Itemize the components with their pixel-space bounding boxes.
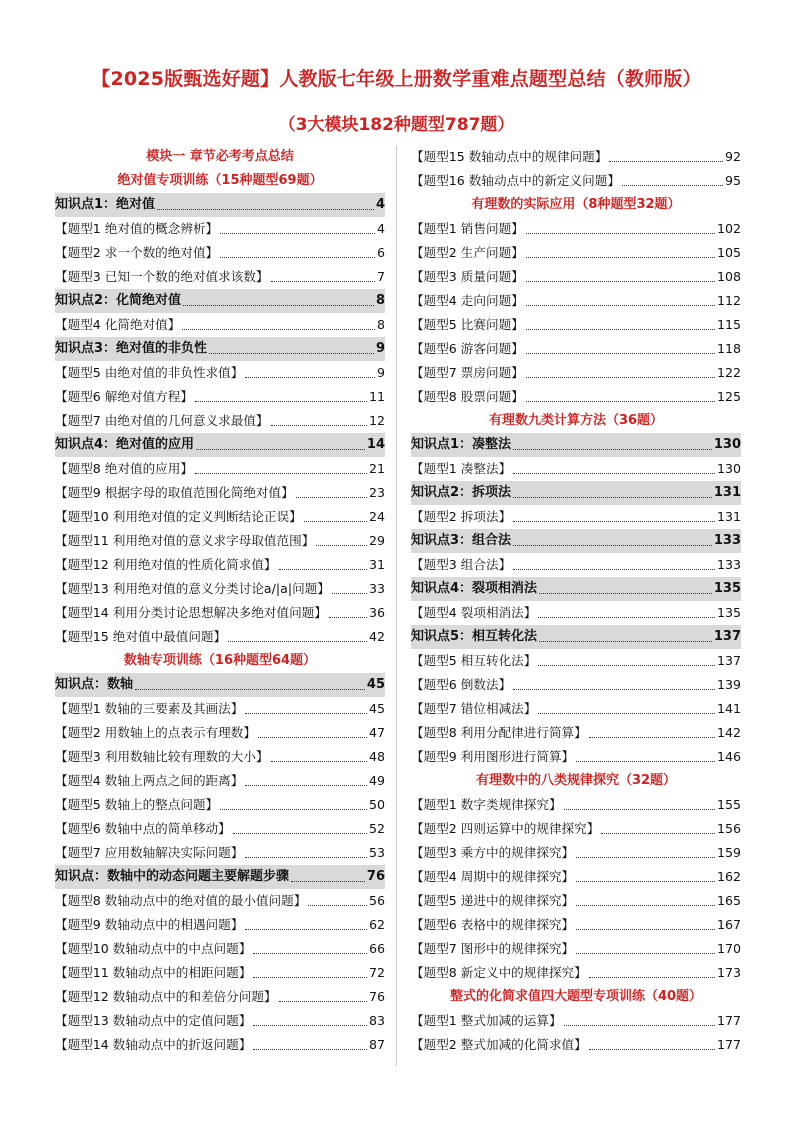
toc-entry-label: 【题型9 数轴动点中的相遇问题】: [55, 917, 244, 932]
toc-page-number: 6: [376, 245, 385, 260]
toc-page-number: 50: [368, 797, 385, 812]
toc-page-number: 76: [366, 869, 385, 884]
toc-page-number: 36: [368, 605, 385, 620]
toc-page-number: 156: [716, 821, 741, 836]
toc-entry[interactable]: [411, 241, 741, 265]
toc-entry-label: 【题型2 生产问题】: [411, 245, 524, 260]
dot-leader: [253, 1049, 367, 1050]
toc-page-number: 141: [716, 701, 741, 716]
dot-leader: [513, 689, 715, 690]
toc-entry-label: 【题型5 比赛问题】: [411, 317, 524, 332]
toc-entry[interactable]: [411, 145, 741, 169]
toc-entry-label: 【题型3 组合法】: [411, 557, 512, 572]
toc-page-number: 135: [716, 605, 741, 620]
toc-entry-label: 【题型7 由绝对值的几何意义求最值】: [55, 413, 269, 428]
toc-entry[interactable]: [411, 817, 741, 841]
dot-leader: [329, 617, 367, 618]
toc-entry[interactable]: [55, 553, 385, 577]
dot-leader: [245, 929, 367, 930]
toc-entry[interactable]: [411, 697, 741, 721]
toc-entry-label: 【题型10 数轴动点中的中点问题】: [55, 941, 252, 956]
toc-entry-label: 【题型3 已知一个数的绝对值求该数】: [55, 269, 269, 284]
dot-leader: [576, 953, 715, 954]
dot-leader: [195, 401, 367, 402]
toc-page-number: 7: [376, 269, 385, 284]
toc-page-number: 137: [713, 629, 741, 644]
toc-entry-label: 【题型1 数轴的三要素及其画法】: [55, 701, 244, 716]
toc-knowledge-point[interactable]: [411, 577, 741, 601]
toc-entry[interactable]: [411, 1009, 741, 1033]
toc-page-number: 12: [368, 413, 385, 428]
toc-section-heading: [411, 193, 741, 217]
toc-right-column: [411, 145, 741, 1057]
toc-page-number: 47: [368, 725, 385, 740]
toc-page-number: 159: [716, 845, 741, 860]
toc-knowledge-point[interactable]: [55, 673, 385, 697]
toc-entry[interactable]: [411, 265, 741, 289]
toc-page-number: 139: [716, 677, 741, 692]
dot-leader: [564, 1025, 715, 1026]
section-heading-text: 有理数的实际应用（8种题型32题）: [471, 197, 681, 212]
dot-leader: [589, 977, 715, 978]
dot-leader: [526, 233, 715, 234]
toc-section-heading: [55, 169, 385, 193]
toc-entry[interactable]: [55, 529, 385, 553]
toc-section-heading: [411, 985, 741, 1009]
toc-knowledge-point[interactable]: [55, 865, 385, 889]
dot-leader: [245, 785, 367, 786]
toc-entry-label: 知识点：数轴中的动态问题主要解题步骤: [55, 869, 290, 884]
toc-page-number: 112: [716, 293, 741, 308]
toc-page-number: 115: [716, 317, 741, 332]
toc-entry[interactable]: [55, 505, 385, 529]
toc-entry-label: 【题型7 票房问题】: [411, 365, 524, 380]
toc-page-number: 4: [375, 197, 385, 212]
toc-page-number: 45: [368, 701, 385, 716]
toc-entry[interactable]: [55, 913, 385, 937]
dot-leader: [258, 737, 367, 738]
toc-entry[interactable]: [411, 673, 741, 697]
toc-knowledge-point[interactable]: [411, 529, 741, 553]
toc-knowledge-point[interactable]: [55, 337, 385, 361]
dot-leader: [233, 833, 367, 834]
dot-leader: [196, 449, 365, 450]
toc-entry-label: 【题型8 数轴动点中的绝对值的最小值问题】: [55, 893, 307, 908]
toc-page-number: 48: [368, 749, 385, 764]
toc-entry[interactable]: [55, 217, 385, 241]
dot-leader: [332, 593, 367, 594]
section-heading-text: 数轴专项训练（16种题型64题）: [123, 653, 317, 668]
dot-leader: [513, 497, 712, 498]
dot-leader: [245, 857, 367, 858]
toc-entry[interactable]: [411, 505, 741, 529]
toc-entry-label: 【题型10 利用绝对值的定义判断结论正误】: [55, 509, 302, 524]
toc-entry-label: 【题型12 利用绝对值的性质化简求值】: [55, 557, 277, 572]
toc-page-number: 76: [368, 989, 385, 1004]
dot-leader: [576, 881, 715, 882]
toc-entry[interactable]: [411, 313, 741, 337]
toc-page-number: 62: [368, 917, 385, 932]
dot-leader: [220, 257, 375, 258]
toc-entry[interactable]: [55, 721, 385, 745]
toc-entry[interactable]: [55, 817, 385, 841]
toc-entry-label: 【题型4 走向问题】: [411, 293, 524, 308]
dot-leader: [183, 305, 374, 306]
toc-entry-label: 【题型7 应用数轴解决实际问题】: [55, 845, 244, 860]
toc-entry-label: 【题型6 倒数法】: [411, 677, 512, 692]
dot-leader: [195, 473, 367, 474]
toc-entry-label: 【题型2 用数轴上的点表示有理数】: [55, 725, 256, 740]
toc-entry[interactable]: [411, 721, 741, 745]
toc-entry-label: 【题型6 解绝对值方程】: [55, 389, 193, 404]
dot-leader: [526, 305, 715, 306]
toc-entry[interactable]: [55, 385, 385, 409]
toc-entry-label: 【题型8 新定义中的规律探究】: [411, 965, 587, 980]
dot-leader: [538, 617, 715, 618]
toc-page-number: 24: [368, 509, 385, 524]
toc-entry[interactable]: [55, 793, 385, 817]
toc-entry-label: 【题型1 销售问题】: [411, 221, 524, 236]
toc-page-number: 52: [368, 821, 385, 836]
toc-entry[interactable]: [411, 553, 741, 577]
dot-leader: [513, 521, 715, 522]
dot-leader: [228, 641, 367, 642]
dot-leader: [576, 761, 715, 762]
toc-entry[interactable]: [411, 841, 741, 865]
toc-entry[interactable]: [55, 361, 385, 385]
toc-page-number: 170: [716, 941, 741, 956]
dot-leader: [526, 377, 715, 378]
toc-entry[interactable]: [55, 889, 385, 913]
toc-page-number: 66: [368, 941, 385, 956]
toc-entry[interactable]: [411, 913, 741, 937]
toc-entry[interactable]: [55, 985, 385, 1009]
dot-leader: [253, 977, 367, 978]
dot-leader: [526, 257, 715, 258]
toc-knowledge-point[interactable]: [55, 193, 385, 217]
toc-page-number: 131: [716, 509, 741, 524]
dot-leader: [316, 545, 367, 546]
toc-page-number: 130: [716, 461, 741, 476]
toc-entry-label: 【题型12 数轴动点中的和差倍分问题】: [55, 989, 277, 1004]
toc-page-number: 92: [724, 149, 741, 164]
toc-entry-label: 知识点5：相互转化法: [411, 629, 538, 644]
section-heading-text: 整式的化简求值四大题型专项训练（40题）: [449, 989, 703, 1004]
toc-entry-label: 【题型6 游客问题】: [411, 341, 524, 356]
toc-entry[interactable]: [55, 601, 385, 625]
toc-section-heading: [55, 145, 385, 169]
dot-leader: [622, 185, 723, 186]
dot-leader: [589, 1049, 715, 1050]
toc-entry-label: 【题型5 递进中的规律探究】: [411, 893, 575, 908]
toc-page-number: 133: [716, 557, 741, 572]
toc-page-number: 102: [716, 221, 741, 236]
toc-entry[interactable]: [55, 265, 385, 289]
dot-leader: [157, 209, 374, 210]
toc-entry-label: 【题型11 利用绝对值的意义求字母取值范围】: [55, 533, 315, 548]
dot-leader: [182, 329, 375, 330]
toc-entry[interactable]: [55, 481, 385, 505]
toc-page-number: 72: [368, 965, 385, 980]
dot-leader: [538, 665, 715, 666]
dot-leader: [576, 929, 715, 930]
toc-entry[interactable]: [411, 169, 741, 193]
toc-page-number: 162: [716, 869, 741, 884]
toc-entry[interactable]: [411, 217, 741, 241]
toc-entry[interactable]: [55, 961, 385, 985]
dot-leader: [279, 1001, 367, 1002]
toc-entry[interactable]: [411, 793, 741, 817]
toc-entry[interactable]: [411, 601, 741, 625]
toc-page-number: 165: [716, 893, 741, 908]
toc-entry-label: 【题型15 绝对值中最值问题】: [55, 629, 227, 644]
toc-page-number: 177: [716, 1037, 741, 1052]
dot-leader: [220, 233, 375, 234]
toc-page-number: 4: [376, 221, 385, 236]
toc-entry[interactable]: [55, 313, 385, 337]
toc-page-number: 9: [376, 365, 385, 380]
toc-entry-label: 【题型7 错位相减法】: [411, 701, 537, 716]
toc-entry[interactable]: [411, 361, 741, 385]
toc-page-number: 87: [368, 1037, 385, 1052]
toc-entry[interactable]: [55, 697, 385, 721]
toc-page-number: 83: [368, 1013, 385, 1028]
toc-page-number: 122: [716, 365, 741, 380]
dot-leader: [296, 497, 367, 498]
dot-leader: [513, 569, 715, 570]
dot-leader: [576, 857, 715, 858]
dot-leader: [526, 401, 715, 402]
toc-entry[interactable]: [411, 337, 741, 361]
toc-entry[interactable]: [411, 745, 741, 769]
toc-entry-label: 【题型1 凑整法】: [411, 461, 512, 476]
toc-page-number: 53: [368, 845, 385, 860]
toc-left-column: [55, 145, 385, 1057]
dot-leader: [526, 329, 715, 330]
toc-entry-label: 知识点1：凑整法: [411, 437, 512, 452]
toc-page-number: 108: [716, 269, 741, 284]
dot-leader: [209, 353, 374, 354]
toc-entry-label: 【题型4 裂项相消法】: [411, 605, 537, 620]
toc-entry-label: 【题型3 乘方中的规律探究】: [411, 845, 575, 860]
toc-page-number: 130: [713, 437, 741, 452]
dot-leader: [576, 905, 715, 906]
dot-leader: [245, 713, 367, 714]
toc-entry-label: 【题型5 由绝对值的非负性求值】: [55, 365, 244, 380]
toc-entry[interactable]: [55, 745, 385, 769]
dot-leader: [609, 161, 723, 162]
toc-entry[interactable]: [55, 625, 385, 649]
toc-entry[interactable]: [411, 889, 741, 913]
toc-entry-label: 【题型13 利用绝对值的意义分类讨论a/|a|问题】: [55, 581, 330, 596]
section-heading-text: 有理数中的八类规律探究（32题）: [475, 773, 677, 788]
toc-knowledge-point[interactable]: [55, 433, 385, 457]
toc-entry-label: 【题型2 拆项法】: [411, 509, 512, 524]
toc-knowledge-point[interactable]: [411, 481, 741, 505]
toc-page-number: 137: [716, 653, 741, 668]
toc-section-heading: [55, 649, 385, 673]
toc-page-number: 9: [375, 341, 385, 356]
toc-page-number: 23: [368, 485, 385, 500]
toc-section-heading: [411, 409, 741, 433]
toc-entry-label: 知识点：数轴: [55, 677, 134, 692]
dot-leader: [135, 689, 365, 690]
toc-entry[interactable]: [55, 577, 385, 601]
toc-entry[interactable]: [411, 457, 741, 481]
dot-leader: [513, 449, 712, 450]
dot-leader: [304, 521, 367, 522]
toc-entry[interactable]: [55, 409, 385, 433]
toc-entry-label: 【题型8 利用分配律进行简算】: [411, 725, 587, 740]
toc-page-number: 31: [368, 557, 385, 572]
toc-entry-label: 【题型2 四则运算中的规律探究】: [411, 821, 600, 836]
toc-knowledge-point[interactable]: [411, 625, 741, 649]
toc-page-number: 125: [716, 389, 741, 404]
toc-page-number: 29: [368, 533, 385, 548]
toc-knowledge-point[interactable]: [55, 289, 385, 313]
dot-leader: [526, 281, 715, 282]
toc-entry-label: 【题型3 质量问题】: [411, 269, 524, 284]
dot-leader: [564, 809, 715, 810]
toc-entry[interactable]: [411, 937, 741, 961]
toc-entry[interactable]: [55, 1033, 385, 1057]
toc-entry-label: 【题型15 数轴动点中的规律问题】: [411, 149, 608, 164]
toc-entry-label: 【题型4 化简绝对值】: [55, 317, 181, 332]
document-subtitle: （3大模块182种题型787题）: [278, 115, 515, 135]
toc-entry[interactable]: [411, 865, 741, 889]
toc-section-heading: [411, 769, 741, 793]
toc-page-number: 131: [713, 485, 741, 500]
toc-entry[interactable]: [55, 769, 385, 793]
toc-page-number: 146: [716, 749, 741, 764]
toc-entry[interactable]: [411, 961, 741, 985]
toc-page-number: 173: [716, 965, 741, 980]
toc-entry-label: 【题型14 数轴动点中的折返问题】: [55, 1037, 252, 1052]
dot-leader: [220, 809, 367, 810]
toc-page-number: 8: [375, 293, 385, 308]
toc-entry-label: 【题型9 根据字母的取值范围化简绝对值】: [55, 485, 294, 500]
toc-entry-label: 【题型1 数字类规律探究】: [411, 797, 562, 812]
toc-entry-label: 【题型8 股票问题】: [411, 389, 524, 404]
toc-entry-label: 【题型16 数轴动点中的新定义问题】: [411, 173, 620, 188]
section-heading-text: 绝对值专项训练（15种题型69题）: [117, 173, 323, 188]
toc-page-number: 11: [368, 389, 385, 404]
toc-page-number: 105: [716, 245, 741, 260]
toc-page-number: 142: [716, 725, 741, 740]
dot-leader: [253, 1025, 367, 1026]
dot-leader: [589, 737, 715, 738]
toc-entry-label: 【题型6 表格中的规律探究】: [411, 917, 575, 932]
dot-leader: [271, 281, 375, 282]
toc-page-number: 118: [716, 341, 741, 356]
toc-page-number: 21: [368, 461, 385, 476]
toc-entry-label: 知识点1：绝对值: [55, 197, 156, 212]
dot-leader: [271, 761, 367, 762]
toc-entry-label: 【题型3 利用数轴比较有理数的大小】: [55, 749, 269, 764]
toc-entry-label: 【题型5 数轴上的整点问题】: [55, 797, 219, 812]
section-heading-text: 有理数九类计算方法（36题）: [488, 413, 664, 428]
toc-entry-label: 【题型6 数轴中点的简单移动】: [55, 821, 231, 836]
toc-entry-label: 知识点3：绝对值的非负性: [55, 341, 208, 356]
dot-leader: [539, 593, 712, 594]
dot-leader: [308, 905, 367, 906]
toc-entry-label: 【题型2 整式加减的化简求值】: [411, 1037, 587, 1052]
toc-entry-label: 知识点4：裂项相消法: [411, 581, 538, 596]
toc-page-number: 42: [368, 629, 385, 644]
toc-page-number: 95: [724, 173, 741, 188]
toc-entry-label: 【题型1 绝对值的概念辨析】: [55, 221, 219, 236]
toc-page-number: 14: [366, 437, 385, 452]
toc-entry-label: 【题型1 整式加减的运算】: [411, 1013, 562, 1028]
toc-entry[interactable]: [55, 841, 385, 865]
toc-page-number: 8: [376, 317, 385, 332]
toc-page-number: 135: [713, 581, 741, 596]
dot-leader: [526, 353, 715, 354]
toc-entry[interactable]: [55, 241, 385, 265]
toc-page-number: 33: [368, 581, 385, 596]
toc-entry-label: 【题型11 数轴动点中的相距问题】: [55, 965, 252, 980]
toc-entry-label: 知识点4：绝对值的应用: [55, 437, 195, 452]
dot-leader: [271, 425, 367, 426]
section-heading-text: 模块一 章节必考考点总结: [146, 149, 294, 164]
toc-entry[interactable]: [411, 289, 741, 313]
toc-entry-label: 【题型9 利用图形进行简算】: [411, 749, 575, 764]
dot-leader: [279, 569, 367, 570]
toc-entry[interactable]: [55, 1009, 385, 1033]
toc-entry-label: 知识点3：组合法: [411, 533, 512, 548]
document-title: 【2025版甄选好题】人教版七年级上册数学重难点题型总结（教师版）: [91, 68, 702, 90]
toc-knowledge-point[interactable]: [411, 433, 741, 457]
toc-page-number: 49: [368, 773, 385, 788]
toc-entry-label: 【题型8 绝对值的应用】: [55, 461, 193, 476]
toc-entry[interactable]: [55, 937, 385, 961]
toc-entry-label: 【题型4 数轴上两点之间的距离】: [55, 773, 244, 788]
toc-entry[interactable]: [411, 649, 741, 673]
toc-entry-label: 知识点2：化简绝对值: [55, 293, 182, 308]
dot-leader: [539, 641, 712, 642]
toc-entry-label: 【题型14 利用分类讨论思想解决多绝对值问题】: [55, 605, 327, 620]
toc-entry-label: 【题型2 求一个数的绝对值】: [55, 245, 219, 260]
toc-entry-label: 【题型13 数轴动点中的定值问题】: [55, 1013, 252, 1028]
toc-entry-label: 【题型4 周期中的规律探究】: [411, 869, 575, 884]
toc-entry-label: 知识点2：拆项法: [411, 485, 512, 500]
toc-entry[interactable]: [55, 457, 385, 481]
dot-leader: [513, 545, 712, 546]
toc-page-number: 45: [366, 677, 385, 692]
toc-page-number: 167: [716, 917, 741, 932]
column-divider: [396, 146, 397, 1066]
dot-leader: [245, 377, 375, 378]
dot-leader: [601, 833, 715, 834]
dot-leader: [291, 881, 365, 882]
toc-entry-label: 【题型5 相互转化法】: [411, 653, 537, 668]
toc-page-number: 155: [716, 797, 741, 812]
toc-page-number: 177: [716, 1013, 741, 1028]
dot-leader: [253, 953, 367, 954]
dot-leader: [513, 473, 715, 474]
toc-entry[interactable]: [411, 385, 741, 409]
toc-page-number: 133: [713, 533, 741, 548]
toc-page-number: 56: [368, 893, 385, 908]
toc-entry-label: 【题型7 图形中的规律探究】: [411, 941, 575, 956]
dot-leader: [538, 713, 715, 714]
toc-entry[interactable]: [411, 1033, 741, 1057]
